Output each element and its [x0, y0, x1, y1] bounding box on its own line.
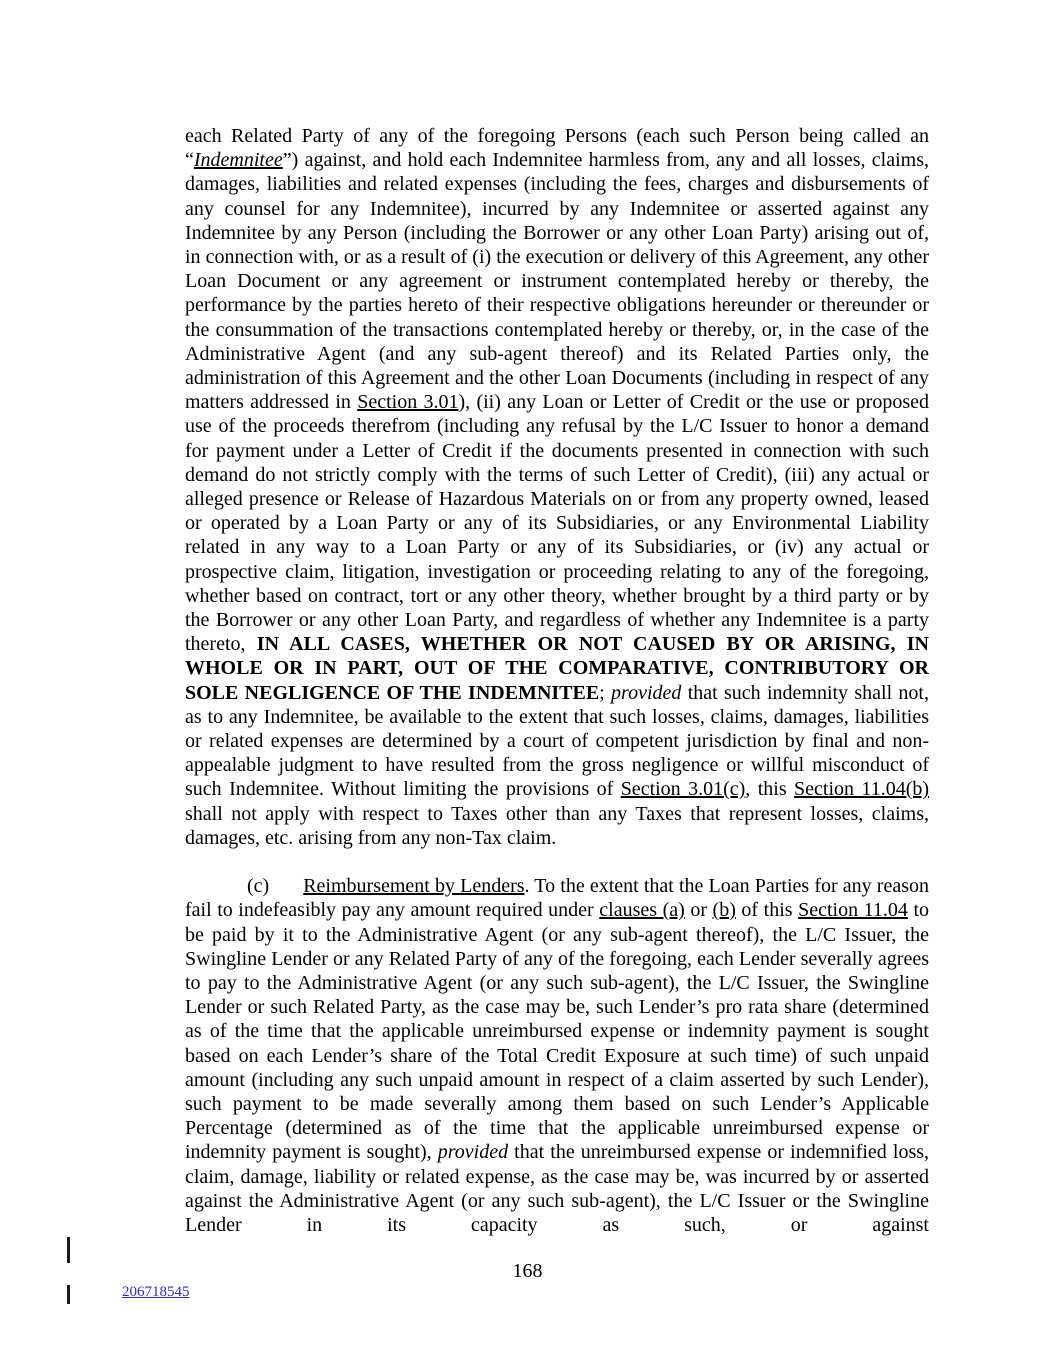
- text-run: ;: [599, 681, 612, 704]
- text-run: shall not apply with respect to Taxes other than any Taxes that represent losses, claims, damages, etc. arising from any non-Tax claim.: [185, 802, 929, 849]
- paragraph-indemnification-continuation: [185, 124, 929, 850]
- text-block: [185, 124, 929, 1237]
- text-run: provided: [437, 1141, 509, 1164]
- text-run: or: [684, 899, 713, 922]
- paragraph-reimbursement-by-lenders: [185, 874, 929, 1237]
- text-run: that such indemnity shall not, as to any Indemnitee, be available to the extent that such losses, claims, damages, liabilities or related expenses are determined by a court of competent jurisdiction by final and non-appealable judgment to have resulted from the gross negligence or willful misconduct of such Indemnitee. Without limiting the provisions of: [185, 681, 929, 801]
- text-run: . To the extent that the Loan Parties for any reason fail to indefeasibly pay any amount required under: [185, 875, 929, 922]
- text-run: , this: [745, 778, 795, 801]
- text-run: (c): [247, 875, 270, 898]
- text-run: clauses (a): [599, 899, 685, 922]
- revision-change-bar: [67, 1285, 70, 1304]
- text-run: Section 11.04: [798, 899, 908, 922]
- text-run: (b): [712, 899, 736, 922]
- page-number: 168: [512, 1260, 543, 1282]
- text-run: Reimbursement by Lenders: [303, 875, 525, 898]
- text-run: provided: [611, 681, 682, 704]
- text-run: ), (ii) any Loan or Letter of Credit or the use or proposed use of the proceeds therefrom (including any refusal by the L/C Issuer to honor a demand for payment under a Letter of Credit if the documents presented in connection with such demand do not strictly comply with the terms of such Letter of Credit), (iii) any actual or alleged presence or Release of Hazardous Materials on or from any property owned, leased or operated by a Loan Party or any of its Subsidiaries, or any Environmental Liability related in any way to a Loan Party or any of its Subsidiaries, or (iv) any actual or prospective claim, litigation, investigation or proceeding relating to any of the foregoing, whether based on contract, tort or any other theory, whether brought by a third party or by the Borrower or any other Loan Party, and regardless of whether any Indemnitee is a party thereto,: [185, 391, 929, 656]
- footer-document-number: 206718545: [122, 1284, 190, 1300]
- text-run: IN ALL CASES, WHETHER OR NOT CAUSED BY OR ARISING, IN WHOLE OR IN PART, OUT OF THE COMPARATIVE, CONTRIBUTORY OR SOLE NEGLIGENCE OF THE INDEMNITEE: [185, 633, 929, 704]
- revision-change-bar: [67, 1237, 70, 1263]
- text-run: to be paid by it to the Administrative Agent (or any sub-agent thereof), the L/C Issuer, the Swingline Lender or any Related Party of any of the foregoing, each Lender severally agrees to pay to the Administrative Agent (or any such sub-agent), the L/C Issuer, the Swingline Lender or such Related Party, as the case may be, such Lender’s pro rata share (determined as of the time that the applicable unreimbursed expense or indemnity payment is sought based on each Lender’s share of the Total Credit Exposure at such time) of such unpaid amount (including any such unpaid amount in respect of a claim asserted by such Lender), such payment to be made severally among them based on such Lender’s Applicable Percentage (determined as of the time that the applicable unreimbursed expense or indemnity payment is sought),: [185, 899, 930, 1164]
- text-run: Section 11.04(b): [794, 778, 930, 801]
- text-run: each Related Party of any of the foregoing Persons (each such Person being called an “: [185, 125, 929, 172]
- text-run: that the unreimbursed expense or indemnified loss, claim, damage, liability or related expense, as the case may be, was incurred by or asserted against the Administrative Agent (or any such sub-agent), the L/C Issuer or the Swingline Lender in its capacity as such, or against: [185, 1141, 930, 1236]
- text-run: ”) against, and hold each Indemnitee harmless from, any and all losses, claims, damages, liabilities and related expenses (including the fees, charges and disbursements of any counsel for any Indemnitee), incurred by any Indemnitee or asserted against any Indemnitee by any Person (including the Borrower or any other Loan Party) arising out of, in connection with, or as a result of (i) the execution or delivery of this Agreement, any other Loan Document or any agreement or instrument contemplated hereby or thereby, the performance by the parties hereto of their respective obligations hereunder or thereunder or the consummation of the transactions contemplated hereby or thereby, or, in the case of the Administrative Agent (and any sub-agent thereof) and its Related Parties only, the administration of this Agreement and the other Loan Documents (including in respect of any matters addressed in: [185, 149, 929, 414]
- text-run: Section 3.01: [357, 391, 459, 414]
- tab-spacer: [269, 874, 303, 898]
- text-run: of this: [735, 899, 799, 922]
- text-run: Indemnitee: [193, 149, 283, 172]
- text-run: Section 3.01(c): [620, 778, 746, 801]
